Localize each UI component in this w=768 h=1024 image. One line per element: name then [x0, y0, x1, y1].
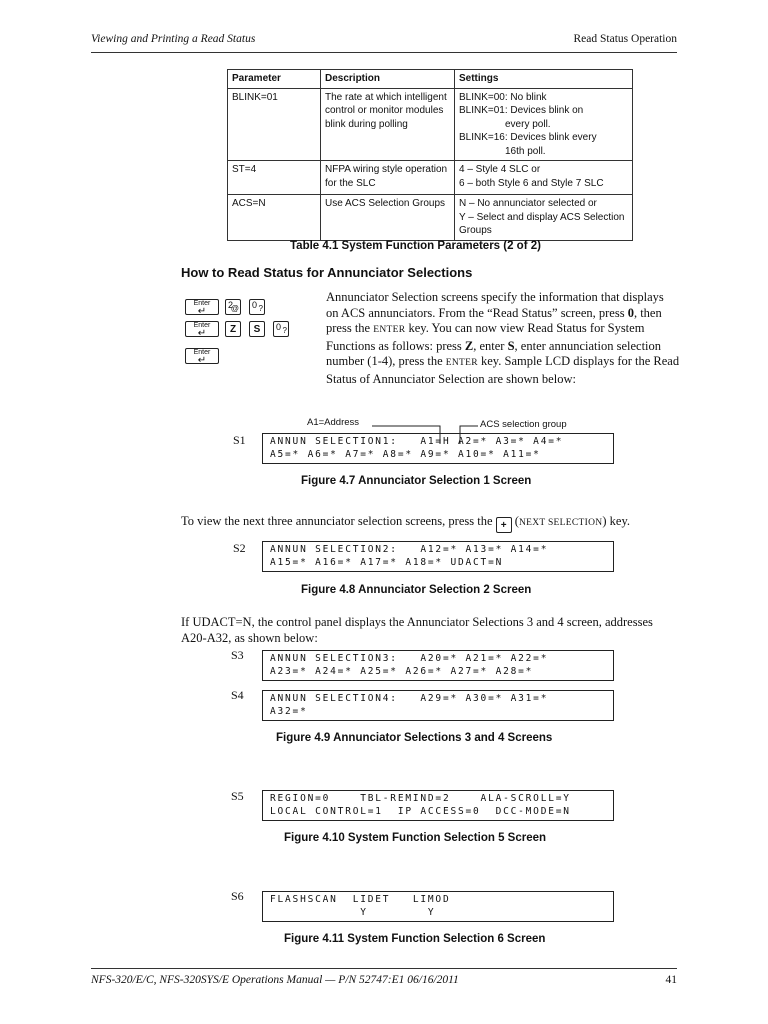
key-s-icon: S: [249, 321, 265, 337]
description-line: The rate at which intelligent: [325, 91, 447, 103]
description-cell: [321, 161, 455, 195]
parameters-table: [227, 69, 633, 241]
figure-caption: Figure 4.8 Annunciator Selection 2 Screen: [301, 584, 532, 596]
settings-line: 6 – both Style 6 and Style 7 SLC: [459, 177, 604, 189]
a1-address-annotation: A1=Address: [307, 417, 360, 428]
description-line: blink during polling: [325, 118, 408, 130]
screen-label: S2: [233, 541, 246, 555]
table-row: [228, 161, 633, 195]
key-0-question-icon: 0 ?: [273, 321, 289, 337]
running-header-left: Viewing and Printing a Read Status: [91, 33, 256, 45]
page-number: 41: [665, 974, 677, 986]
lcd-screen-s1: ANNUN SELECTION1: A1=H A2=* A3=* A4=* A5=* A6=* A7=* A8=* A9=* A10=* A11=*: [262, 433, 614, 464]
enter-key-icon: Enter ↵: [185, 321, 219, 337]
figure-caption: Figure 4.11 System Function Selection 6 Screen: [284, 933, 546, 945]
udact-paragraph: If UDACT=N, the control panel displays the Annunciator Selections 3 and 4 screen, addresses A20-A32, as shown below:: [181, 615, 653, 645]
settings-line: 4 – Style 4 SLC or: [459, 164, 541, 175]
settings-line: BLINK=16: Devices blink every: [459, 132, 597, 143]
lcd-screen-s3: ANNUN SELECTION3: A20=* A21=* A22=* A23=* A24=* A25=* A26=* A27=* A28=*: [262, 650, 614, 681]
figure-caption: Figure 4.7 Annunciator Selection 1 Screen: [301, 475, 532, 487]
section-title: How to Read Status for Annunciator Selections: [181, 265, 473, 280]
settings-cell: [455, 161, 633, 195]
screen-label: S6: [231, 889, 244, 903]
plus-key-icon: +: [496, 517, 512, 533]
settings-line: N – No annunciator selected or: [459, 198, 597, 209]
description-line: control or monitor modules: [325, 105, 444, 116]
lcd-screen-s5: REGION=0 TBL-REMIND=2 ALA-SCROLL=Y LOCAL CONTROL=1 IP ACCESS=0 DCC-MODE=N: [262, 790, 614, 821]
screen-label: S4: [231, 688, 244, 702]
description-line: for the SLC: [325, 177, 376, 189]
lcd-screen-s4: ANNUN SELECTION4: A29=* A30=* A31=* A32=*: [262, 690, 614, 721]
footer-rule: [91, 968, 677, 969]
running-header-right: Read Status Operation: [573, 33, 677, 45]
param-cell: BLINK=01: [228, 88, 321, 161]
acs-group-annotation: ACS selection group: [480, 419, 567, 430]
key-z-icon: Z: [225, 321, 241, 337]
description-line: NFPA wiring style operation: [325, 164, 448, 175]
figure-caption: Figure 4.9 Annunciator Selections 3 and 4 Screens: [276, 732, 553, 744]
intro-paragraph: Annunciator Selection screens specify the information that displays on ACS annunciators. From the “Read Status” screen, press 0, then press the ENTER key. You can now view Read Status for System Functions as follows: press Z, enter S, enter annunciation selection number (1-4), press the ENTER key. Sample LCD displays for the Read Status of Annunciator Selection are shown below:: [326, 290, 680, 386]
settings-cell: [455, 88, 633, 161]
settings-line: BLINK=01: Devices blink on: [459, 105, 584, 116]
table-row: [228, 88, 633, 161]
header-rule: [91, 52, 677, 53]
settings-line: BLINK=00: No blink: [459, 91, 547, 103]
settings-cell: [455, 195, 633, 241]
settings-line: Groups: [459, 225, 492, 236]
lcd-screen-s6: FLASHSCAN LIDET LIMOD Y Y: [262, 891, 614, 922]
table-header-row: [228, 70, 633, 89]
footer-text: NFS-320/E/C, NFS-320SYS/E Operations Manual — P/N 52747:E1 06/16/2011: [91, 974, 459, 986]
next-selection-text: To view the next three annunciator selection screens, press the + (NEXT SELECTION) key.: [181, 514, 631, 531]
enter-key-icon: Enter ↵: [185, 299, 219, 315]
settings-line: 16th poll.: [505, 145, 546, 157]
table-caption: Table 4.1 System Function Parameters (2 of 2): [290, 240, 541, 252]
description-cell: Use ACS Selection Groups: [321, 195, 455, 241]
key-0-question-icon: 0 ?: [249, 299, 265, 315]
screen-label: S1: [233, 433, 246, 447]
column-header: Settings: [455, 70, 633, 89]
description-cell: [321, 88, 455, 161]
settings-line: Y – Select and display ACS Selection: [459, 211, 625, 223]
screen-label: S3: [231, 648, 244, 662]
key-2-at-icon: 2 @: [225, 299, 241, 315]
figure-caption: Figure 4.10 System Function Selection 5 Screen: [284, 832, 547, 844]
column-header: Description: [321, 70, 455, 89]
table-row: [228, 195, 633, 241]
settings-line: every poll.: [505, 118, 551, 130]
enter-key-icon: Enter ↵: [185, 348, 219, 364]
column-header: Parameter: [228, 70, 321, 89]
screen-label: S5: [231, 789, 244, 803]
lcd-screen-s2: ANNUN SELECTION2: A12=* A13=* A14=* A15=* A16=* A17=* A18=* UDACT=N: [262, 541, 614, 572]
param-cell: ST=4: [228, 161, 321, 195]
param-cell: ACS=N: [228, 195, 321, 241]
